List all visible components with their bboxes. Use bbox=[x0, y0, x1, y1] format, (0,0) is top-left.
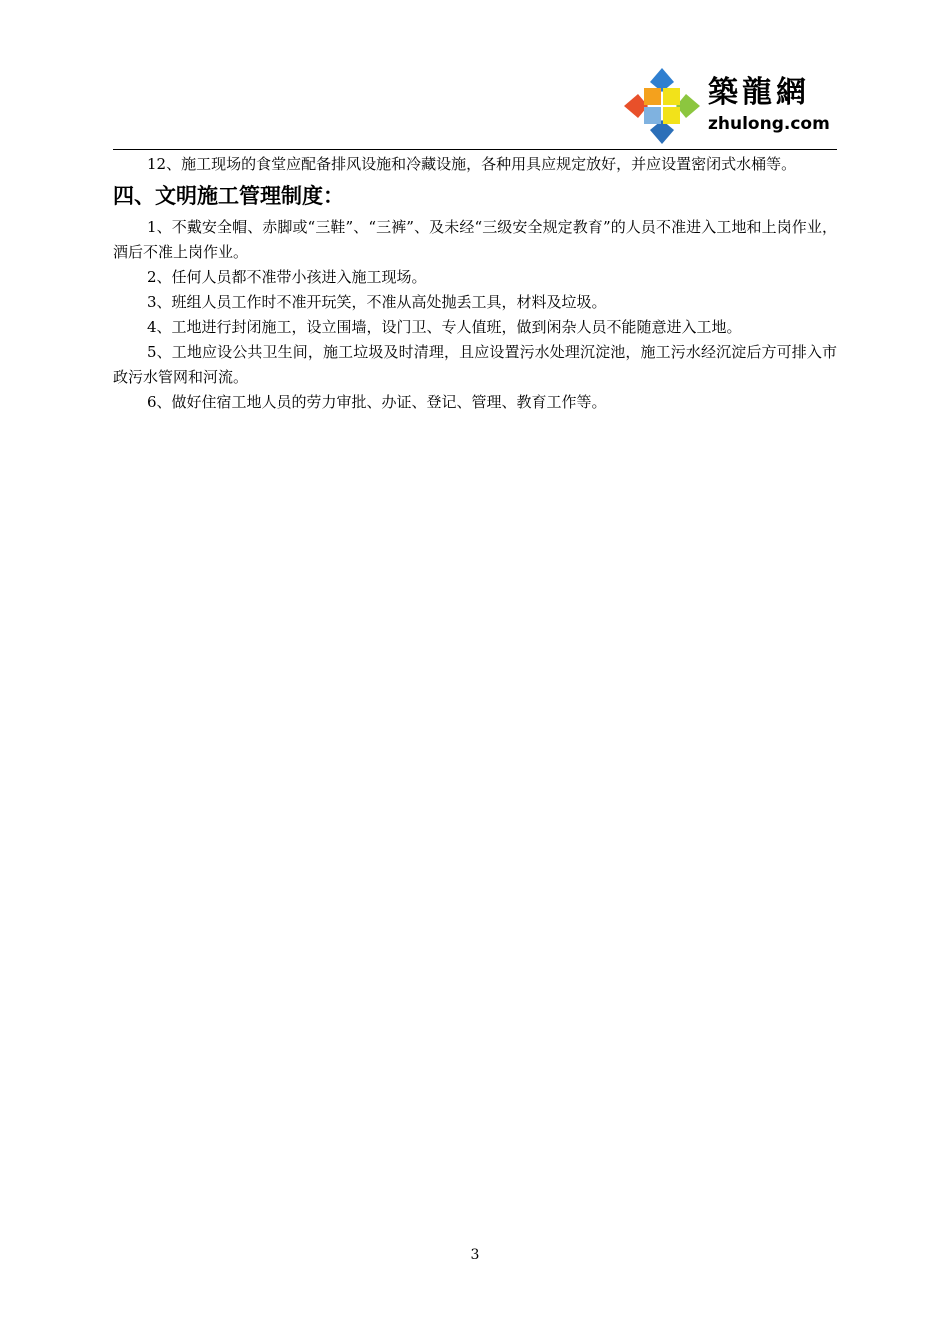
list-item: 3、班组人员工作时不准开玩笑，不准从高处抛丢工具，材料及垃圾。 bbox=[147, 293, 607, 311]
zhulong-logo bbox=[622, 66, 837, 146]
header-rule bbox=[113, 149, 837, 150]
list-item: 5、工地应设公共卫生间，施工垃圾及时清理，且应设置污水处理沉淀池，施工污水经沉淀后方可排入市政污水管网和河流。 bbox=[113, 343, 837, 386]
logo-domain: zhulong.com bbox=[708, 114, 830, 134]
list-item: 2、任何人员都不准带小孩进入施工现场。 bbox=[147, 268, 427, 286]
logo-chinese-name: 築龍網 bbox=[708, 75, 810, 110]
document-body bbox=[113, 152, 837, 415]
list-item: 4、工地进行封闭施工，设立围墙，设门卫、专人值班，做到闲杂人员不能随意进入工地。 bbox=[147, 318, 742, 336]
page-number: 3 bbox=[470, 1247, 480, 1263]
section-heading: 四、文明施工管理制度： bbox=[113, 184, 344, 208]
zhulong-diamond-icon bbox=[622, 66, 702, 146]
list-item: 6、做好住宿工地人员的劳力审批、办证、登记、管理、教育工作等。 bbox=[147, 393, 607, 411]
paragraph-12: 12、施工现场的食堂应配备排风设施和冷藏设施，各种用具应规定放好，并应设置密闭式水桶等。 bbox=[147, 155, 797, 173]
list-item: 1、不戴安全帽、赤脚或“三鞋”、“三裤”、及未经“三级安全规定教育”的人员不准进入工地和上岗作业，酒后不准上岗作业。 bbox=[113, 218, 837, 261]
